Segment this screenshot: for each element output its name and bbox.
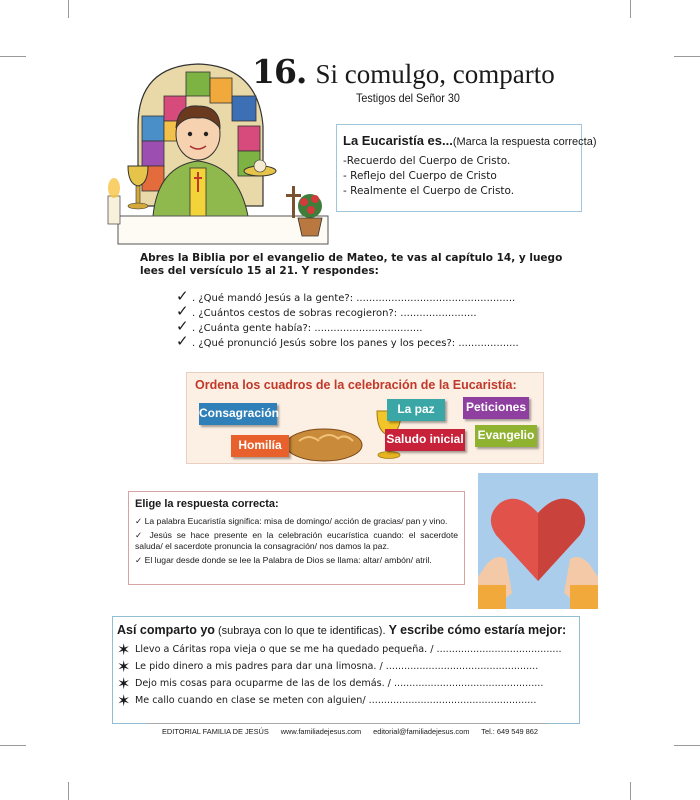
star-icon: ✶ bbox=[117, 690, 131, 710]
share-text: Llevo a Cáritas ropa vieja o que se me ha quedado pequeña. / ......................................... bbox=[135, 644, 562, 655]
definition-instruction: (Marca la respuesta correcta) bbox=[452, 136, 597, 148]
share-item[interactable] bbox=[117, 692, 575, 709]
question-text: . ¿Cuántos cestos de sobras recogieron?: ........................ bbox=[192, 308, 477, 319]
answer-title: Elige la respuesta correcta: bbox=[135, 498, 279, 510]
definition-option[interactable]: - Reflejo del Cuerpo de Cristo bbox=[343, 170, 497, 182]
page-title bbox=[252, 52, 555, 91]
lesson-subtitle: Testigos del Señor 30 bbox=[356, 91, 460, 105]
crop-mark bbox=[68, 782, 69, 800]
question-item[interactable] bbox=[176, 332, 519, 350]
question-item[interactable] bbox=[176, 317, 519, 335]
eucharist-definition-box bbox=[336, 124, 597, 212]
star-icon: ✶ bbox=[117, 673, 131, 693]
crop-mark bbox=[674, 56, 700, 57]
footer-website[interactable]: www.familiadejesus.com bbox=[280, 727, 362, 736]
answer-item[interactable]: ✓ Jesús se hace presente en la celebración eucarística cuando: el sacerdote saluda/ el sacerdote pronuncia la consagración/ nos damos la paz. bbox=[135, 530, 458, 551]
answer-item[interactable]: ✓ La palabra Eucaristía significa: misa de domingo/ acción de gracias/ pan y vino. bbox=[135, 516, 448, 526]
page-footer bbox=[148, 723, 548, 738]
card-evangelio[interactable]: Evangelio bbox=[475, 425, 537, 447]
star-icon: ✶ bbox=[117, 639, 131, 659]
lesson-number: 16. bbox=[252, 52, 307, 91]
crop-mark bbox=[0, 745, 26, 746]
bible-instructions: Abres la Biblia por el evangelio de Mateo, te vas al capítulo 14, y luego lees del versículo 15 al 21. Y respondes: bbox=[140, 252, 563, 277]
share-text: Le pido dinero a mis padres para dar una limosna. / .................................................. bbox=[135, 661, 539, 672]
card-la-paz[interactable]: La paz bbox=[387, 399, 445, 421]
share-text: Dejo mis cosas para ocuparme de las de los demás. / ................................................. bbox=[135, 678, 544, 689]
share-title-instruction: (subraya con lo que te identificas). bbox=[214, 625, 389, 637]
crop-mark bbox=[68, 0, 69, 18]
crop-mark bbox=[0, 56, 26, 57]
definition-option[interactable]: - Realmente el Cuerpo de Cristo. bbox=[343, 185, 515, 197]
share-item[interactable] bbox=[117, 658, 575, 675]
card-homilia[interactable]: Homilía bbox=[231, 435, 289, 457]
checkmark-icon: ✓ bbox=[176, 302, 189, 320]
share-item[interactable] bbox=[117, 641, 575, 658]
order-celebration-box bbox=[186, 372, 544, 464]
card-consagracion[interactable]: Consagración bbox=[199, 403, 277, 425]
choose-answer-box bbox=[128, 491, 465, 585]
crop-mark bbox=[630, 782, 631, 800]
lesson-title: Si comulgo, comparto bbox=[315, 59, 555, 89]
footer-publisher: EDITORIAL FAMILIA DE JESÚS bbox=[162, 727, 269, 736]
card-peticiones[interactable]: Peticiones bbox=[463, 397, 529, 419]
crop-mark bbox=[630, 0, 631, 18]
share-title-bold-2: Y escribe cómo estaría mejor: bbox=[388, 623, 567, 637]
footer-phone: Tel.: 649 549 862 bbox=[481, 727, 538, 736]
crop-mark bbox=[674, 745, 700, 746]
checkmark-icon: ✓ bbox=[176, 317, 189, 335]
question-item[interactable] bbox=[176, 287, 519, 305]
order-title: Ordena los cuadros de la celebración de la Eucaristía: bbox=[195, 378, 517, 392]
answer-item[interactable]: ✓ El lugar desde donde se lee la Palabra de Dios se llama: altar/ ambón/ atril. bbox=[135, 555, 432, 565]
question-text: . ¿Qué mandó Jesús a la gente?: .................................................. bbox=[192, 293, 516, 304]
share-item[interactable] bbox=[117, 675, 575, 692]
checkmark-icon: ✓ bbox=[176, 287, 189, 305]
star-icon: ✶ bbox=[117, 656, 131, 676]
checkmark-icon: ✓ bbox=[176, 332, 189, 350]
bible-question-list bbox=[176, 287, 519, 350]
footer-email[interactable]: editorial@familiadejesus.com bbox=[373, 727, 470, 736]
share-box bbox=[112, 616, 580, 724]
definition-title: La Eucaristía es... bbox=[343, 133, 453, 148]
share-title-bold: Así comparto yo bbox=[117, 623, 215, 637]
question-text: . ¿Cuánta gente había?: .................................. bbox=[192, 323, 423, 334]
share-text: Me callo cuando en clase se meten con alguien/ ....................................................... bbox=[135, 695, 537, 706]
hands-holding-heart-image bbox=[478, 473, 598, 609]
share-title bbox=[117, 623, 575, 637]
card-saludo-inicial[interactable]: Saludo inicial bbox=[385, 429, 465, 451]
definition-heading bbox=[343, 133, 597, 148]
definition-option[interactable]: -Recuerdo del Cuerpo de Cristo. bbox=[343, 155, 511, 167]
question-item[interactable] bbox=[176, 302, 519, 320]
question-text: . ¿Qué pronunció Jesús sobre los panes y los peces?: ................... bbox=[192, 338, 519, 349]
